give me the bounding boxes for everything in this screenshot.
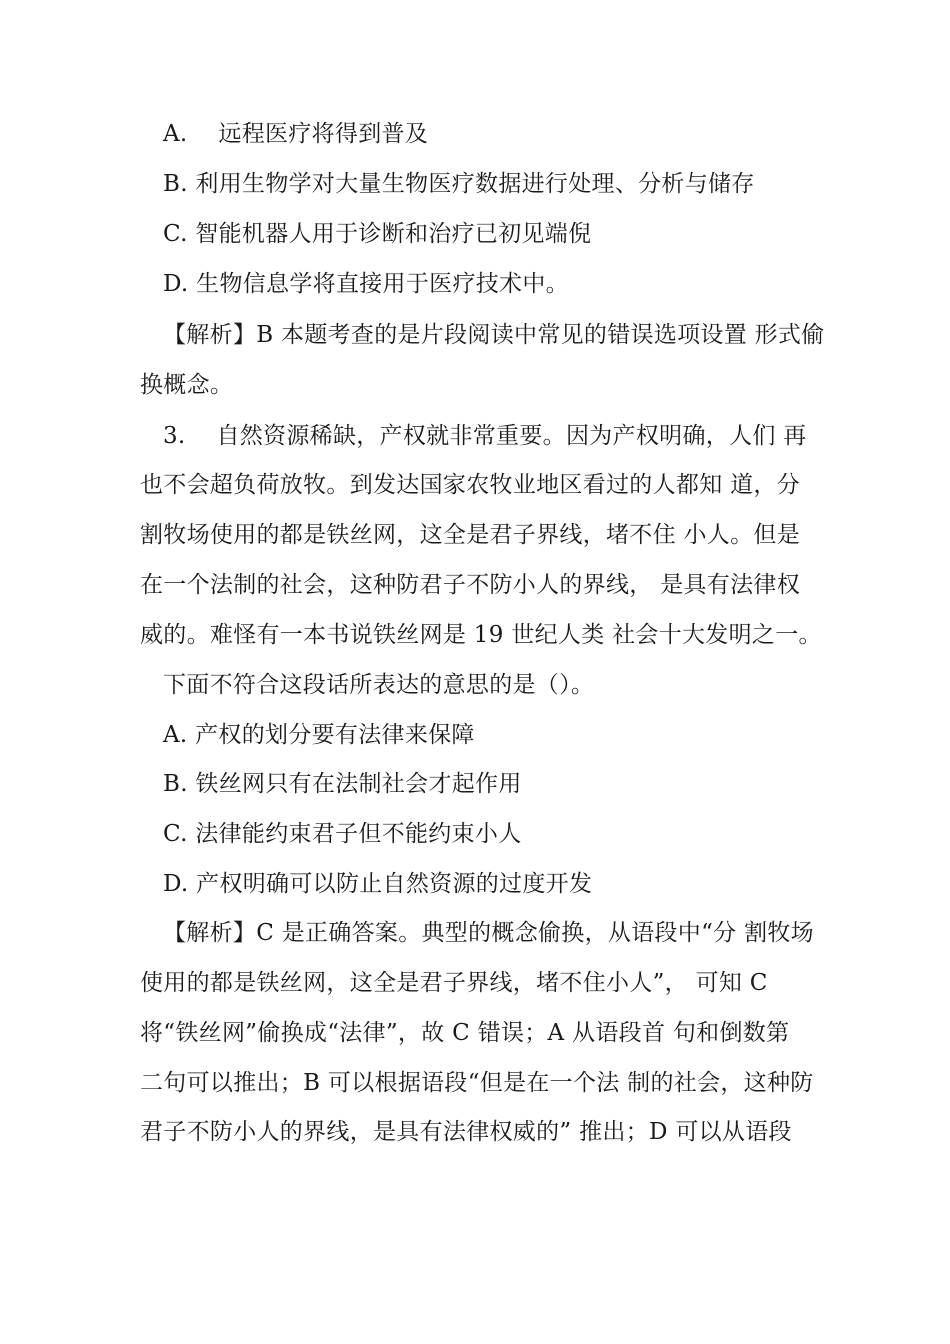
q3-option-c: C. 法律能约束君子但不能约束小人 <box>163 821 522 847</box>
q3-option-a: A. 产权的划分要有法律来保障 <box>163 722 475 748</box>
q3-passage-line-5: 威的。难怪有一本书说铁丝网是 19 世纪人类 社会十大发明之一。 <box>140 622 822 648</box>
q3-analysis-line-4: 二句可以推出；B 可以根据语段“但是在一个法 制的社会，这种防 <box>140 1070 814 1096</box>
q2-option-d: D. 生物信息学将直接用于医疗技术中。 <box>163 271 569 297</box>
q2-option-c: C. 智能机器人用于诊断和治疗已初见端倪 <box>163 221 592 247</box>
q2-analysis-line-1: 【解析】B 本题考查的是片段阅读中常见的错误选项设置 形式偷 <box>163 322 825 348</box>
q3-question: 下面不符合这段话所表达的意思的是（）。 <box>163 672 595 698</box>
q2-option-b: B. 利用生物学对大量生物医疗数据进行处理、分析与储存 <box>163 171 755 197</box>
q3-analysis-line-3: 将“铁丝网”偷换成“法律”，故 C 错误；A 从语段首 句和倒数第 <box>140 1020 790 1046</box>
q3-option-b: B. 铁丝网只有在法制社会才起作用 <box>163 771 522 797</box>
q3-analysis-line-5: 君子不防小人的界线，是具有法律权威的” 推出；D 可以从语段 <box>140 1119 792 1145</box>
q2-option-a: A. 远程医疗将得到普及 <box>163 121 429 147</box>
q3-analysis-line-2: 使用的都是铁丝网，这全是君子界线，堵不住小人”， 可知 C <box>140 970 768 996</box>
q3-passage-line-2: 也不会超负荷放牧。到发达国家农牧业地区看过的人都知 道，分 <box>140 472 801 498</box>
q3-analysis-line-1: 【解析】C 是正确答案。典型的概念偷换，从语段中“分 割牧场 <box>163 920 814 946</box>
q3-passage-line-4: 在一个法制的社会，这种防君子不防小人的界线， 是具有法律权 <box>140 572 801 598</box>
q3-passage-line-3: 割牧场使用的都是铁丝网，这全是君子界线，堵不住 小人。但是 <box>140 522 801 548</box>
q3-passage-line-1: 3. 自然资源稀缺，产权就非常重要。因为产权明确，人们 再 <box>163 423 807 449</box>
q3-option-d: D. 产权明确可以防止自然资源的过度开发 <box>163 871 593 897</box>
q2-analysis-line-2: 换概念。 <box>140 372 234 398</box>
